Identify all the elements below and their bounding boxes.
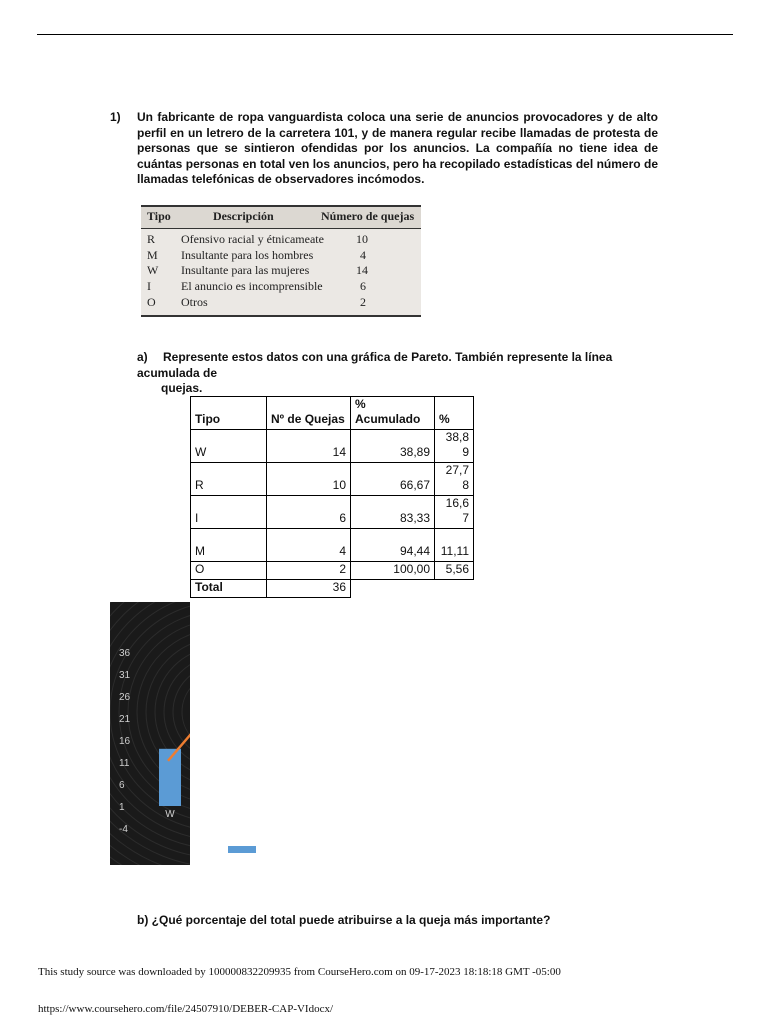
table-row bbox=[191, 496, 474, 529]
y-tick-label: -4 bbox=[119, 824, 128, 835]
table-row bbox=[191, 562, 474, 580]
pareto-chart-svg bbox=[110, 602, 190, 865]
y-tick-label: 6 bbox=[119, 780, 125, 791]
source-cell: 14 bbox=[356, 263, 368, 277]
question-number: 1) bbox=[110, 110, 121, 124]
part-a-text: Represente estos datos con una gráfica de Pareto. También represente la línea acumulada de bbox=[137, 350, 613, 380]
cell-acumulado: 83,33 bbox=[351, 496, 435, 529]
y-tick-label: 16 bbox=[119, 736, 131, 747]
cell-pct: 38,89 bbox=[435, 430, 474, 463]
footer-url[interactable]: https://www.coursehero.com/file/24507910/DEBER-CAP-VIdocx/ bbox=[38, 1003, 334, 1015]
y-tick-label: 21 bbox=[119, 714, 131, 725]
cell-pct: 5,56 bbox=[435, 562, 474, 580]
part-a-label: a) bbox=[137, 350, 148, 364]
cell-quejas: 6 bbox=[267, 496, 351, 529]
y-tick-label: 36 bbox=[119, 648, 131, 659]
cell-tipo: I bbox=[191, 496, 267, 529]
x-tick-label: W bbox=[165, 809, 175, 820]
cell-acumulado: 66,67 bbox=[351, 463, 435, 496]
source-cell: R bbox=[147, 232, 156, 246]
cell-quejas: 4 bbox=[267, 529, 351, 562]
source-cell: El anuncio es incomprensible bbox=[181, 279, 323, 293]
header-acumulado: % Acumulado bbox=[351, 397, 435, 430]
header-pct: % bbox=[435, 397, 474, 430]
cell-tipo: O bbox=[191, 562, 267, 580]
source-cell: Ofensivo racial y étnicameate bbox=[181, 232, 324, 246]
cell-tipo: R bbox=[191, 463, 267, 496]
top-rule bbox=[37, 34, 733, 35]
empty-cell bbox=[435, 580, 474, 598]
total-value: 36 bbox=[267, 580, 351, 598]
source-table-image bbox=[141, 205, 421, 317]
cell-acumulado: 94,44 bbox=[351, 529, 435, 562]
y-tick-label: 31 bbox=[119, 670, 131, 681]
source-cell: 4 bbox=[360, 248, 366, 262]
source-cell: Otros bbox=[181, 295, 208, 309]
cell-pct: 16,67 bbox=[435, 496, 474, 529]
source-cell: W bbox=[147, 263, 159, 277]
cell-quejas: 10 bbox=[267, 463, 351, 496]
source-cell: Insultante para las mujeres bbox=[181, 263, 310, 277]
cell-quejas: 2 bbox=[267, 562, 351, 580]
part-a-text-cont: quejas. bbox=[161, 381, 203, 395]
source-cell: 6 bbox=[360, 279, 366, 293]
source-header-tipo: Tipo bbox=[147, 209, 171, 223]
header-quejas: Nº de Quejas bbox=[267, 397, 351, 430]
part-a bbox=[137, 350, 658, 397]
legend-swatch bbox=[228, 846, 256, 853]
y-tick-label: 1 bbox=[119, 802, 125, 813]
source-header-descripcion: Descripción bbox=[213, 209, 274, 223]
question-text: Un fabricante de ropa vanguardista coloca una serie de anuncios provocadores y de alto perfil en un letrero de la carretera 101, y de manera regular recibe llamadas de protesta de personas que se sintieron ofendidas por los anuncios. La compañía no tiene idea de cuántas personas en total ven los anuncios, pero ha recopilado estadísticas del número de llamadas telefónicas de observadores incómodos. bbox=[137, 110, 658, 186]
y-tick-label: 11 bbox=[119, 758, 130, 769]
source-header-quejas: Número de quejas bbox=[321, 209, 415, 223]
y-tick-label: 26 bbox=[119, 692, 131, 703]
table-header-row bbox=[191, 397, 474, 430]
table-row bbox=[191, 430, 474, 463]
cell-acumulado: 100,00 bbox=[351, 562, 435, 580]
total-label: Total bbox=[191, 580, 267, 598]
source-cell: M bbox=[147, 248, 158, 262]
table-row bbox=[191, 529, 474, 562]
cell-tipo: M bbox=[191, 529, 267, 562]
table-row bbox=[191, 463, 474, 496]
footer-download-notice: This study source was downloaded by 100000832209935 from CourseHero.com on 09-17-2023 18:18:18 GMT -05:00 bbox=[38, 966, 561, 978]
source-cell: 10 bbox=[356, 232, 368, 246]
pareto-table bbox=[190, 396, 474, 598]
cell-pct: 11,11 bbox=[435, 529, 474, 562]
cell-acumulado: 38,89 bbox=[351, 430, 435, 463]
empty-cell bbox=[351, 580, 435, 598]
part-b-text: b) ¿Qué porcentaje del total puede atribuirse a la queja más importante? bbox=[137, 913, 551, 927]
header-tipo: Tipo bbox=[191, 397, 267, 430]
cell-quejas: 14 bbox=[267, 430, 351, 463]
source-cell: I bbox=[147, 279, 151, 293]
cell-tipo: W bbox=[191, 430, 267, 463]
source-cell: O bbox=[147, 295, 156, 309]
table-total-row bbox=[191, 580, 474, 598]
pareto-chart bbox=[110, 602, 190, 865]
source-table-bottom-rule bbox=[141, 315, 421, 317]
source-cell: Insultante para los hombres bbox=[181, 248, 314, 262]
cell-pct: 27,78 bbox=[435, 463, 474, 496]
source-cell: 2 bbox=[360, 295, 366, 309]
